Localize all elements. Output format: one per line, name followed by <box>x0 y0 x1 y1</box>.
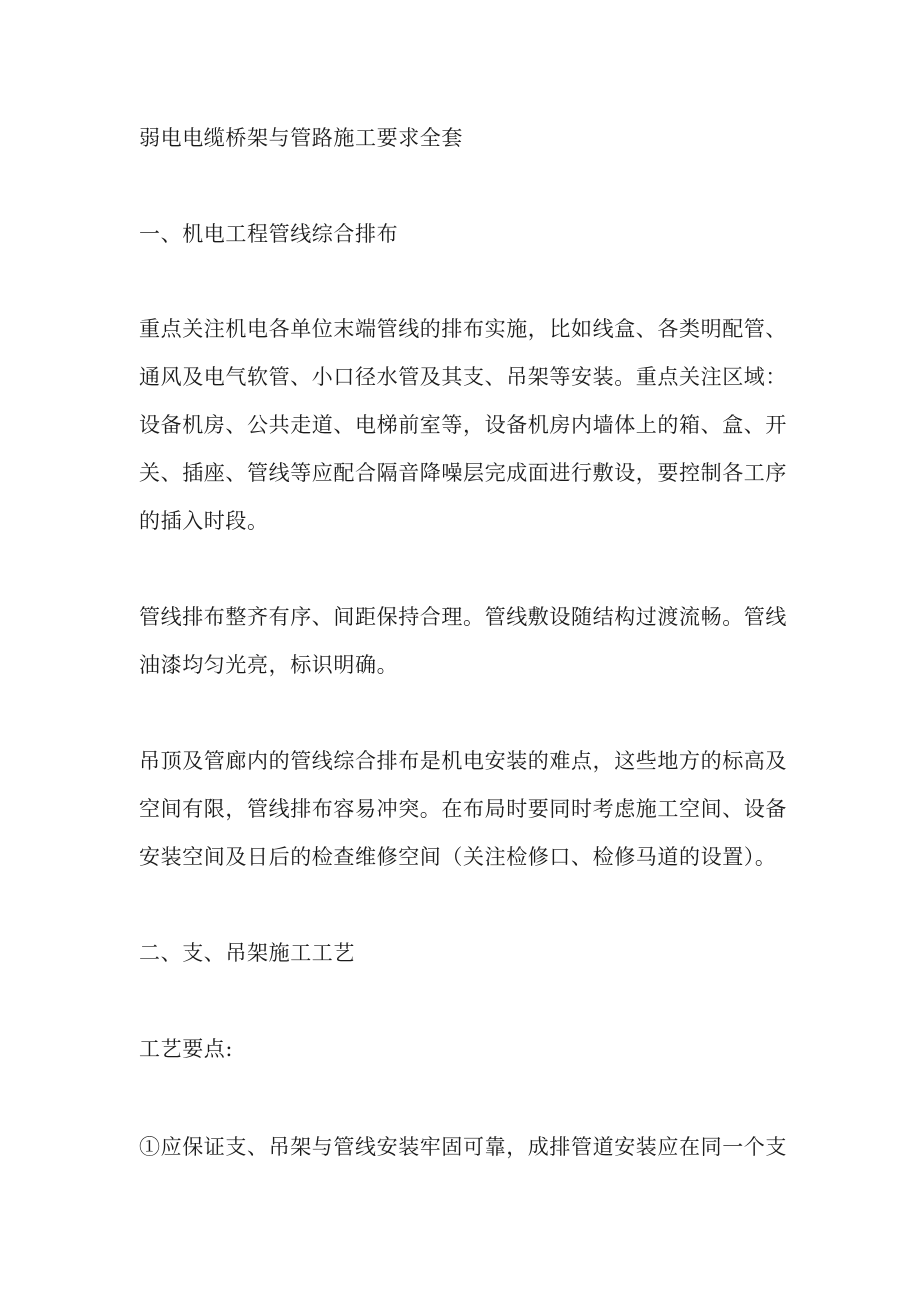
section-1-paragraph-1-line-5: 的插入时段。 <box>139 509 269 533</box>
section-1-paragraph-1-line-4: 关、插座、管线等应配合隔音降噪层完成面进行敷设，要控制各工序 <box>139 461 787 485</box>
section-1-paragraph-3-line-3: 安装空间及日后的检查维修空间（关注检修口、检修马道的设置）。 <box>139 845 777 869</box>
section-1-heading: 一、机电工程管线综合排布 <box>139 222 399 246</box>
section-1-paragraph-3-line-2: 空间有限，管线排布容易冲突。在布局时要同时考虑施工空间、设备 <box>139 797 787 821</box>
section-2-subheading: 工艺要点: <box>139 1037 234 1061</box>
section-1-paragraph-1-line-1: 重点关注机电各单位末端管线的排布实施，比如线盒、各类明配管、 <box>139 317 787 341</box>
section-2-heading: 二、支、吊架施工工艺 <box>139 941 355 965</box>
section-2-item-1-line-1: ①应保证支、吊架与管线安装牢固可靠，成排管道安装应在同一个支 <box>139 1135 787 1159</box>
section-1-paragraph-2-line-1: 管线排布整齐有序、间距保持合理。管线敷设随结构过渡流畅。管线 <box>139 605 787 629</box>
section-1-paragraph-1-line-3: 设备机房、公共走道、电梯前室等，设备机房内墙体上的箱、盒、开 <box>139 413 787 437</box>
section-1-paragraph-3-line-1: 吊顶及管廊内的管线综合排布是机电安装的难点，这些地方的标高及 <box>139 749 787 773</box>
section-1-paragraph-2-line-2: 油漆均匀光亮，标识明确。 <box>139 653 399 677</box>
document-title: 弱电电缆桥架与管路施工要求全套 <box>139 126 463 150</box>
section-1-paragraph-1-line-2: 通风及电气软管、小口径水管及其支、吊架等安装。重点关注区域： <box>139 365 787 389</box>
